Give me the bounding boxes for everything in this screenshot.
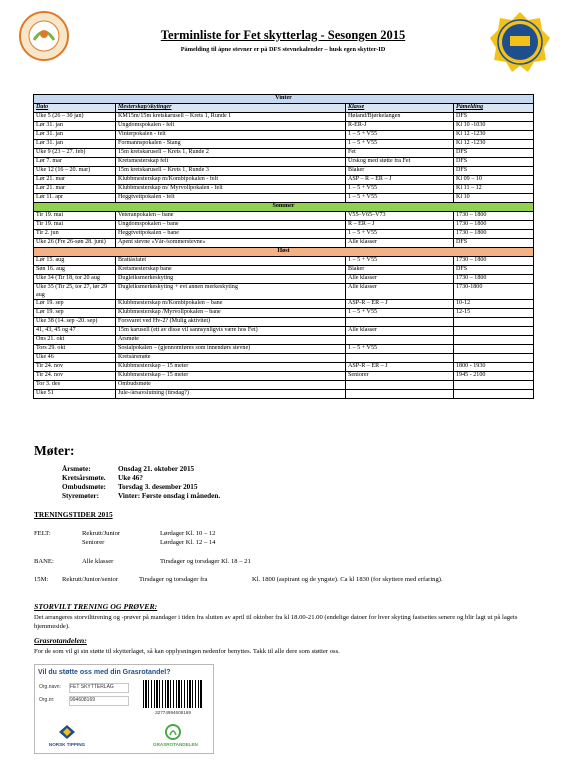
table-cell: Jule-/årsavslutning (tirsdag?) — [116, 390, 346, 399]
table-cell: 1730 – 1800 — [454, 212, 534, 221]
table-cell: 1 – 5 + V55 — [346, 230, 454, 239]
table-cell: 15m karusell (ett av disse vil sannsynligvis være hos Fet) — [116, 327, 346, 336]
table-row — [34, 167, 534, 176]
table-row — [34, 363, 534, 372]
table-row — [34, 345, 534, 354]
table-cell: R – ER – J — [346, 221, 454, 230]
m15-klasse: Rekrutt/Junior/senior — [62, 576, 119, 583]
table-cell: Kl 11 – 12 — [454, 185, 534, 194]
norsk-tipping-label: NORSK TIPPING — [48, 742, 86, 747]
table-cell: 1 – 5 + V55 — [346, 131, 454, 140]
bane-label: BANE: — [34, 558, 54, 565]
column-header: Påmelding — [454, 104, 534, 113]
table-cell: Klubbmesterskap – 15 meter — [116, 363, 346, 372]
felt-tid: Lørdager Kl. 12 – 14 — [160, 539, 216, 546]
table-row — [34, 266, 534, 275]
table-cell: Tir 2. jun — [34, 230, 116, 239]
table-row — [34, 381, 534, 390]
table-cell — [454, 327, 534, 336]
org-name: FET SKYTTERLAG — [70, 684, 114, 690]
storvilt-text: Det arrangeres storvilttrening og -prøver på mandager i tiden fra slutten av april til oktober fra kl 18.00-21.00 (endelige datoer for hver skyting fastsettes senere og blir lagt ut på lagets hjemmeside). — [34, 614, 518, 630]
table-cell: Uke 46 — [34, 354, 116, 363]
grasrotandelen-label: GRASROTANDELEN — [153, 742, 198, 747]
moter-value: Vinter: Første onsdag i måneden. — [118, 492, 221, 500]
m15-tid: Kl. 1800 (aspirant og de yngste). Ca kl 1830 (for skyttere med erfaring). — [252, 576, 443, 583]
table-row — [34, 336, 534, 345]
table-cell: Lør 21. mar — [34, 185, 116, 194]
moter-heading: Møter: — [34, 443, 75, 458]
section-header: Høst — [34, 248, 534, 257]
table-cell: Uke 9 (23 – 27. feb) — [34, 149, 116, 158]
table-cell: 1730 – 1800 — [454, 257, 534, 266]
table-cell: Kretsmesterskap bane — [116, 266, 346, 275]
table-cell — [454, 336, 534, 345]
table-cell: 1800 - 1930 — [454, 363, 534, 372]
table-cell: Uke 5 (26 – 30 jan) — [34, 113, 116, 122]
moter-value: Onsdag 21. oktober 2015 — [118, 465, 195, 473]
table-cell: 1730 – 1800 — [454, 230, 534, 239]
table-cell — [346, 336, 454, 345]
column-header-row — [34, 104, 534, 113]
table-cell: Kl 12 -1230 — [454, 140, 534, 149]
table-cell: Søn 16. aug — [34, 266, 116, 275]
table-cell: 15m kretskarusell – Krets 1, Runde 2 — [116, 149, 346, 158]
table-cell: 10-12 — [454, 300, 534, 309]
moter-label: Kretsårsmøte. — [62, 474, 106, 482]
table-cell: Sosialpokalen – (gjennomføres som innendørs stevne) — [116, 345, 346, 354]
table-cell: 1 – 5 + V55 — [346, 185, 454, 194]
table-cell: Heggtveitpokalen – bane — [116, 230, 346, 239]
table-cell: V55–V65–V73 — [346, 212, 454, 221]
table-cell — [454, 354, 534, 363]
table-row — [34, 176, 534, 185]
table-cell: Kl 10 — [454, 194, 534, 203]
table-cell: Alle klasser — [346, 327, 454, 336]
table-cell: Årsmøte — [116, 336, 346, 345]
moter-value: Uke 46? — [118, 474, 143, 482]
table-row — [34, 300, 534, 309]
grasrotandelen-logo-icon — [165, 724, 181, 740]
table-cell: DFS — [454, 167, 534, 176]
table-row — [34, 185, 534, 194]
table-cell: Seniorer — [346, 372, 454, 381]
table-cell: Uke 34 (Tir 18, tor 20 aug — [34, 275, 116, 284]
table-row — [34, 309, 534, 318]
table-row — [34, 194, 534, 203]
table-row — [34, 390, 534, 399]
table-cell: Lør 19. sep — [34, 300, 116, 309]
table-cell: Uke 26 (Fre 26-søn 28. juni) — [34, 239, 116, 248]
column-header: Dato — [34, 104, 116, 113]
table-cell: ASP-R – ER – J — [346, 363, 454, 372]
table-cell: ASP – R – ER – J — [346, 176, 454, 185]
table-cell: Uke 12 (16 – 20. mar) — [34, 167, 116, 176]
table-cell: Lør 31. jan — [34, 131, 116, 140]
table-cell: 1730-1800 — [454, 284, 534, 300]
table-cell — [346, 318, 454, 327]
table-cell: Fet — [346, 149, 454, 158]
table-cell: Klubbmesterskap /Myrvollpokalen – bane — [116, 309, 346, 318]
table-cell — [454, 381, 534, 390]
table-row — [34, 212, 534, 221]
felt-klasse: Rekrutt/Junior — [82, 530, 121, 537]
table-cell: Heggtveitpokalen - felt — [116, 194, 346, 203]
table-cell: Kretsmesterskap felt — [116, 158, 346, 167]
table-row — [34, 113, 534, 122]
table-cell: Blaker — [346, 167, 454, 176]
table-cell: DFS — [454, 266, 534, 275]
table-cell: 12-15 — [454, 309, 534, 318]
schedule-table — [33, 94, 534, 399]
table-cell — [454, 345, 534, 354]
table-cell: Alle klasser — [346, 284, 454, 300]
barcode-number: 32774994608169 — [155, 710, 191, 715]
table-cell: Dugleiksmerkeskyting — [116, 275, 346, 284]
table-cell: Høland/Bjørkelangen — [346, 113, 454, 122]
table-cell: Lør 31. jan — [34, 140, 116, 149]
moter-label: Årsmøte: — [62, 465, 91, 473]
table-cell: Uke 35 (Tir 25, tor 27, lør 29 aug — [34, 284, 116, 300]
org-name-label: Org.navn: — [39, 684, 61, 690]
table-cell: Lør 15. aug — [34, 257, 116, 266]
table-cell: Klubbmesterskap m/ Myrvollpokalen - felt — [116, 185, 346, 194]
felt-label: FELT: — [34, 530, 51, 537]
table-row — [34, 284, 534, 300]
table-cell: Kl 12 -1230 — [454, 131, 534, 140]
table-cell: Uke 51 — [34, 390, 116, 399]
table-cell: 15m kretskarusell – Krets 1, Runde 3 — [116, 167, 346, 176]
norsk-tipping-logo-icon — [59, 725, 75, 739]
table-cell: KM15m/15m kretskarusell – Krets 1, Runde 1 — [116, 113, 346, 122]
table-cell: Tors 29. okt — [34, 345, 116, 354]
felt-klasse: Seniorer — [82, 539, 105, 546]
table-row — [34, 122, 534, 131]
bane-tid: Tirsdager og torsdager Kl. 18 – 21 — [160, 558, 251, 565]
table-cell: ASP-R – ER – J — [346, 300, 454, 309]
table-row — [34, 275, 534, 284]
org-nr: 994608169 — [70, 697, 96, 703]
m15-dager: Tirsdager og torsdager fra — [139, 576, 208, 583]
table-row — [34, 257, 534, 266]
storvilt-heading: STORVILT TRENING OG PRØVER: — [34, 602, 158, 611]
table-row — [34, 239, 534, 248]
table-cell: 1730 – 1800 — [454, 275, 534, 284]
bane-klasse: Alle klasser — [82, 558, 114, 565]
table-cell: Veteranpokalen – bane — [116, 212, 346, 221]
table-cell: Tir 19. mai — [34, 221, 116, 230]
table-cell: Ombudsmøte — [116, 381, 346, 390]
treningstider-heading: TRENINGSTIDER 2015 — [34, 510, 113, 519]
table-cell — [454, 390, 534, 399]
table-cell: Klubbmesterskap – 15 meter — [116, 372, 346, 381]
table-row — [34, 230, 534, 239]
table-cell: R-ER-J — [346, 122, 454, 131]
table-cell: Blaker — [346, 266, 454, 275]
table-cell: Klubbmesterskap m/Kombipokalen – bane — [116, 300, 346, 309]
table-cell: Lør 31. jan — [34, 122, 116, 131]
grasrot-heading: Grasrotandelen: — [34, 636, 87, 645]
table-cell: 1 – 5 + V55 — [346, 257, 454, 266]
section-header-row — [34, 248, 534, 257]
table-cell: DFS — [454, 158, 534, 167]
org-nr-label: Org.nr: — [39, 697, 55, 703]
table-row — [34, 354, 534, 363]
page-subtitle: Påmelding til åpne stevner er på DFS stevnekalender – husk egen skytter-ID — [180, 46, 386, 53]
table-cell: 1730 – 1800 — [454, 221, 534, 230]
table-cell: 1 – 5 + V55 — [346, 345, 454, 354]
table-cell: Alle klasser — [346, 239, 454, 248]
table-cell: Åpent stevne «Vår-/sommerstevne» — [116, 239, 346, 248]
table-cell: 1 – 5 + V55 — [346, 194, 454, 203]
table-cell: Kretsårsmøte — [116, 354, 346, 363]
column-header: Mesterskap/skytinger — [116, 104, 346, 113]
table-cell: Tor 3. des — [34, 381, 116, 390]
table-cell: DFS — [454, 239, 534, 248]
barcode-icon — [143, 680, 203, 708]
table-cell: Lør 19. sep — [34, 309, 116, 318]
table-cell: Ungdomspokalen – bane — [116, 221, 346, 230]
table-cell: Kl 10 -1030 — [454, 122, 534, 131]
moter-value: Torsdag 3. desember 2015 — [118, 483, 198, 491]
table-cell: Ons 21. okt — [34, 336, 116, 345]
table-cell: 1 – 5 + V55 — [346, 309, 454, 318]
table-cell: DFS — [454, 113, 534, 122]
table-cell: Formannspokalen - Stang — [116, 140, 346, 149]
table-cell: Urskog med støtte fra Fet — [346, 158, 454, 167]
table-row — [34, 149, 534, 158]
moter-label: Styremøter: — [62, 492, 99, 500]
moter-label: Ombudsmøte: — [62, 483, 106, 491]
table-cell — [454, 318, 534, 327]
section-header-row — [34, 95, 534, 104]
table-cell: 1 – 5 + V55 — [346, 140, 454, 149]
table-cell: Lør 21. mar — [34, 176, 116, 185]
table-row — [34, 327, 534, 336]
table-cell: 41, 43, 45 og 47 — [34, 327, 116, 336]
table-cell: Dugleiksmerkeskyting + evt annen merkeskyting — [116, 284, 346, 300]
table-cell: Klubbmesterskap m/Kombipokalen - felt — [116, 176, 346, 185]
m15-label: 15M: — [34, 576, 49, 583]
table-row — [34, 140, 534, 149]
grasrot-text: For de som vil gi sin støtte til skytterlaget, så kan opplysningen nedenfor benyttes. Takk til alle dere som støtter oss. — [34, 648, 340, 655]
table-cell: Ungdomspokalen - felt — [116, 122, 346, 131]
column-header: Klasse — [346, 104, 454, 113]
grasrot-card — [34, 664, 214, 754]
table-cell: DFS — [454, 149, 534, 158]
card-title: Vil du støtte oss med din Grasrotandel? — [38, 669, 171, 676]
table-cell: Alle klasser — [346, 275, 454, 284]
table-row — [34, 372, 534, 381]
table-cell: Forsvaret ved Hv-2? (Mulig aktivitet) — [116, 318, 346, 327]
section-header: Vinter — [34, 95, 534, 104]
table-cell: Tir 19. mai — [34, 212, 116, 221]
table-cell — [346, 354, 454, 363]
table-cell: Vinterpokalen - felt — [116, 131, 346, 140]
table-cell — [346, 390, 454, 399]
dfs-badge-logo — [488, 10, 552, 74]
table-row — [34, 221, 534, 230]
table-cell: Brattåsfatet — [116, 257, 346, 266]
section-header-row — [34, 203, 534, 212]
table-cell: 1945 - 2100 — [454, 372, 534, 381]
table-cell: Uke 38 (14. sep -20. sep) — [34, 318, 116, 327]
table-cell — [346, 381, 454, 390]
page-title: Terminliste for Fet skytterlag - Sesongen 2015 — [160, 28, 406, 42]
table-row — [34, 131, 534, 140]
table-cell: Tir 24. nov — [34, 372, 116, 381]
table-cell: Kl 09 – 10 — [454, 176, 534, 185]
table-cell: Tir 24. nov — [34, 363, 116, 372]
table-cell: Lør 11. apr — [34, 194, 116, 203]
felt-tid: Lørdager Kl. 10 – 12 — [160, 530, 216, 537]
section-header: Sommer — [34, 203, 534, 212]
table-cell: Lør 7. mar — [34, 158, 116, 167]
table-row — [34, 158, 534, 167]
table-row — [34, 318, 534, 327]
